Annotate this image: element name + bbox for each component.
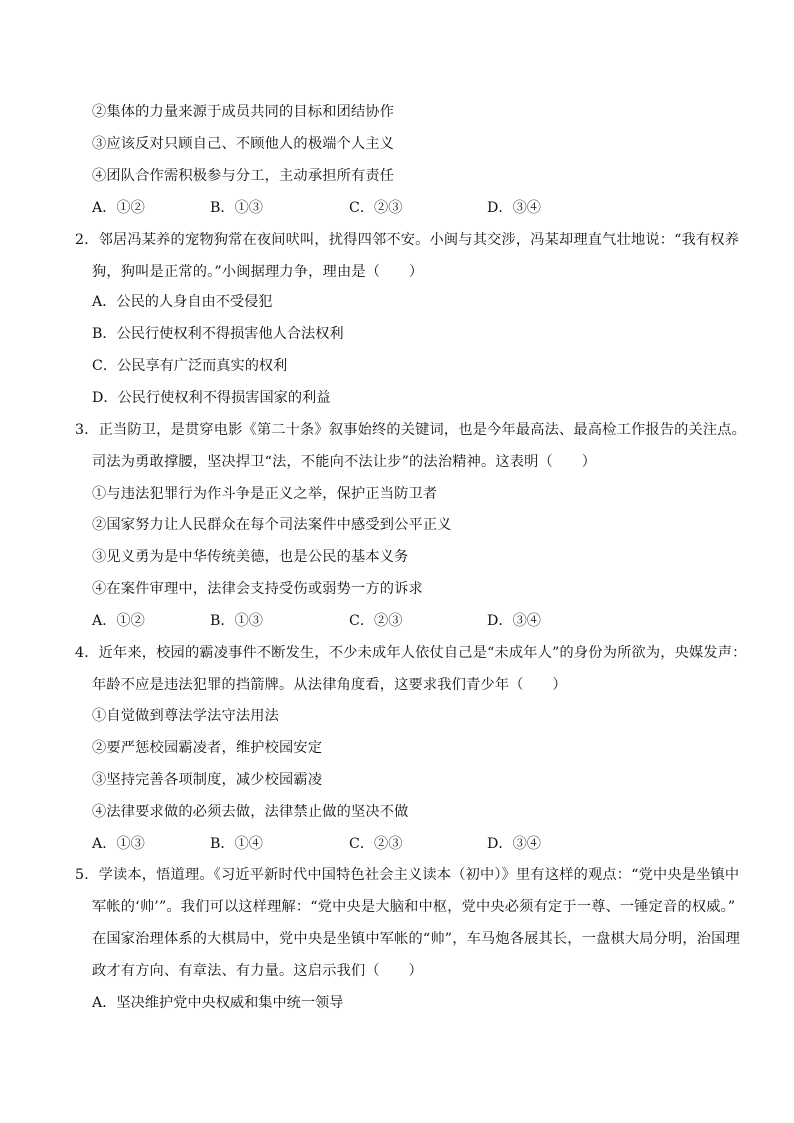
q5-stem-line-1: 5．学读本，悟道理。《习近平新时代中国特色社会主义读本（初中）》里有这样的观点：“党中央是坐镇中 [75, 867, 740, 883]
q4-item-3: ③坚持完善各项制度，减少校园霸凌 [92, 772, 323, 788]
q1-option-b: B．①③ [210, 200, 263, 216]
q3-option-a: A．①② [92, 613, 145, 629]
q3-option-c: C．②③ [349, 613, 403, 629]
q3-item-4: ④在案件审理中，法律会支持受伤或弱势一方的诉求 [92, 581, 423, 597]
q4-item-4: ④法律要求做的必须去做，法律禁止做的坚决不做 [92, 804, 409, 820]
q4-item-2: ②要严惩校园霸凌者，维护校园安定 [92, 740, 323, 756]
q1-option-d: D．③④ [487, 200, 541, 216]
q2-stem-line-2: 狗，狗叫是正常的。”小闽据理力争，理由是（ ） [92, 264, 424, 280]
q3-item-3: ③见义勇为是中华传统美德，也是公民的基本义务 [92, 549, 409, 565]
q4-option-d: D．③④ [487, 836, 541, 852]
q4-stem-line-1: 4．近年来，校园的霸凌事件不断发生，不少未成年人依仗自己是“未成年人”的身份为所欲为，央媒发声： [75, 645, 747, 661]
q2-option-a: A．公民的人身自由不受侵犯 [92, 294, 273, 310]
q4-stem-line-2: 年龄不应是违法犯罪的挡箭牌。从法律角度看，这要求我们青少年（ ） [92, 677, 567, 693]
q4-item-1: ①自觉做到尊法学法守法用法 [92, 708, 280, 724]
q4-option-c: C．②③ [349, 836, 403, 852]
q5-stem-line-4: 政才有方向、有章法、有力量。这启示我们（ ） [92, 963, 423, 979]
q3-option-d: D．③④ [487, 613, 541, 629]
q2-option-b: B．公民行使权利不得损害他人合法权利 [92, 326, 344, 342]
q2-option-c: C．公民享有广泛而真实的权利 [92, 358, 288, 374]
q3-item-2: ②国家努力让人民群众在每个司法案件中感受到公平正义 [92, 517, 452, 533]
q3-item-1: ①与违法犯罪行为作斗争是正义之举，保护正当防卫者 [92, 486, 438, 502]
q5-option-a: A．坚决维护党中央权威和集中统一领导 [92, 995, 344, 1011]
q2-option-d: D．公民行使权利不得损害国家的利益 [92, 390, 331, 406]
q5-stem-line-2: 军帐的‘帅’”。我们可以这样理解：“党中央是大脑和中枢，党中央必须有定于一尊、一锤定音的权威。” [92, 899, 736, 915]
q1-item-2: ②集体的力量来源于成员共同的目标和团结协作 [92, 104, 395, 120]
q3-option-b: B．①③ [210, 613, 263, 629]
q3-stem-line-1: 3．正当防卫，是贯穿电影《第二十条》叙事始终的关键词，也是今年最高法、最高检工作报告的关注点。 [75, 422, 747, 438]
q4-option-a: A．①③ [92, 836, 145, 852]
q1-option-a: A．①② [92, 200, 145, 216]
q1-item-4: ④团队合作需积极参与分工，主动承担所有责任 [92, 168, 395, 184]
q1-item-3: ③应该反对只顾自己、不顾他人的极端个人主义 [92, 136, 395, 152]
q2-stem-line-1: 2．邻居冯某养的宠物狗常在夜间吠叫，扰得四邻不安。小闽与其交涉，冯某却理直气壮地说：“我有权养 [75, 232, 740, 248]
q1-option-c: C．②③ [349, 200, 403, 216]
q4-option-b: B．①④ [210, 836, 263, 852]
q5-stem-line-3: 在国家治理体系的大棋局中，党中央是坐镇中军帐的“帅”，车马炮各展其长，一盘棋大局分明，治国理 [92, 931, 740, 947]
q3-stem-line-2: 司法为勇敢撑腰，坚决捍卫“法，不能向不法让步”的法治精神。这表明（ ） [92, 454, 597, 470]
